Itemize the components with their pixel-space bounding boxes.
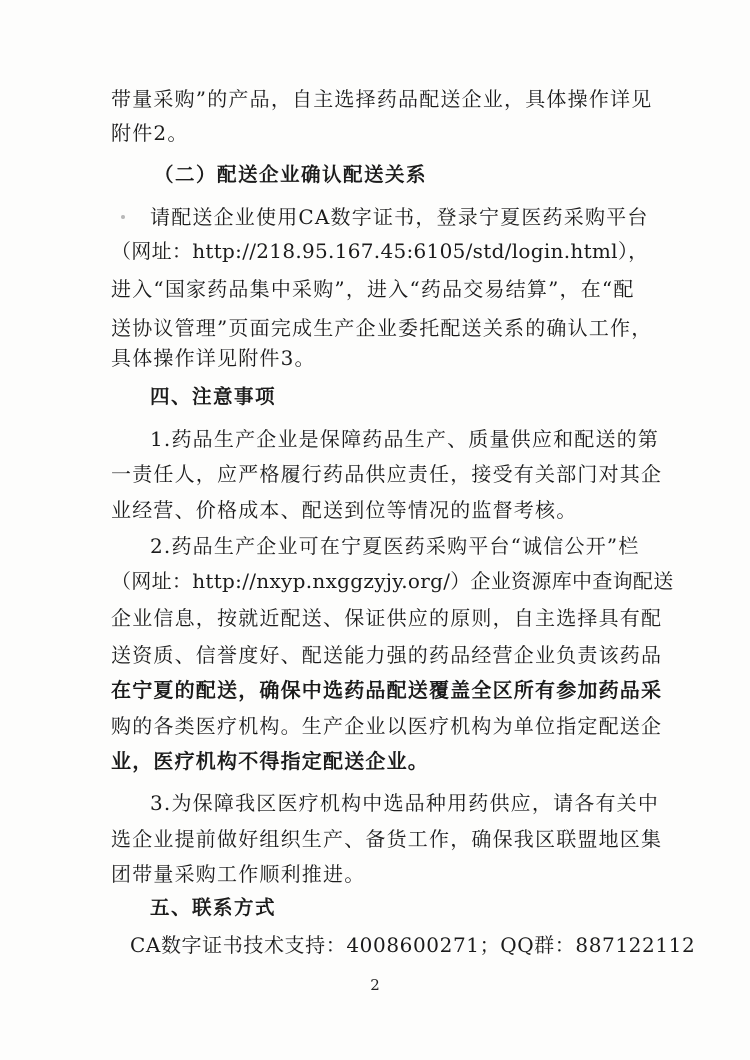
body-text-line: 送协议管理”页面完成生产企业委托配送关系的确认工作， <box>111 316 653 340</box>
body-text-line: 送资质、信誉度好、配送能力强的药品经营企业负责该药品 <box>111 643 663 667</box>
body-text-line: 具体操作详见附件3。 <box>111 346 316 370</box>
body-text-line: 在宁夏的配送，确保中选药品配送覆盖全区所有参加药品采 <box>111 678 663 702</box>
body-text-line: 团带量采购工作顺利推进。 <box>111 862 366 886</box>
body-text-line: 企业信息，按就近配送、保证供应的原则，自主选择具有配 <box>111 606 663 630</box>
body-text-line: CA数字证书技术支持：4008600271；QQ群：887122112 <box>130 933 696 957</box>
scan-speck <box>121 215 125 219</box>
body-text-line: 1.药品生产企业是保障药品生产、质量供应和配送的第 <box>150 427 660 451</box>
body-text-line: 一责任人，应严格履行药品供应责任，接受有关部门对其企 <box>111 462 663 486</box>
section-heading: 五、联系方式 <box>150 896 277 919</box>
body-text-line: 附件2。 <box>111 121 189 145</box>
body-text-line: 进入“国家药品集中采购”，进入“药品交易结算”，在“配 <box>111 277 635 301</box>
body-text-line: 请配送企业使用CA数字证书，登录宁夏医药采购平台 <box>150 205 649 229</box>
body-text-line: 3.为保障我区医疗机构中选品种用药供应，请各有关中 <box>150 791 660 815</box>
page-number: 2 <box>370 976 380 994</box>
body-text-line: 2.药品生产企业可在宁夏医药采购平台“诚信公开”栏 <box>150 534 640 558</box>
body-text-line: 业经营、价格成本、配送到位等情况的监督考核。 <box>111 498 578 522</box>
body-text-line: 选企业提前做好组织生产、备货工作，确保我区联盟地区集 <box>111 827 663 851</box>
body-text-line: 带量采购”的产品，自主选择药品配送企业，具体操作详见 <box>111 87 653 111</box>
section-subheading: （二）配送企业确认配送关系 <box>154 163 428 186</box>
body-text-line: 业，医疗机构不得指定配送企业。 <box>111 749 429 773</box>
body-text-line: （网址：http://nxyp.nxggzyjy.org/）企业资源库中查询配送 <box>111 569 674 593</box>
body-text-line: （网址：http://218.95.167.45:6105/std/login.html）， <box>111 239 649 263</box>
body-text-line: 购的各类医疗机构。生产企业以医疗机构为单位指定配送企 <box>111 714 663 738</box>
section-heading: 四、注意事项 <box>150 385 277 408</box>
